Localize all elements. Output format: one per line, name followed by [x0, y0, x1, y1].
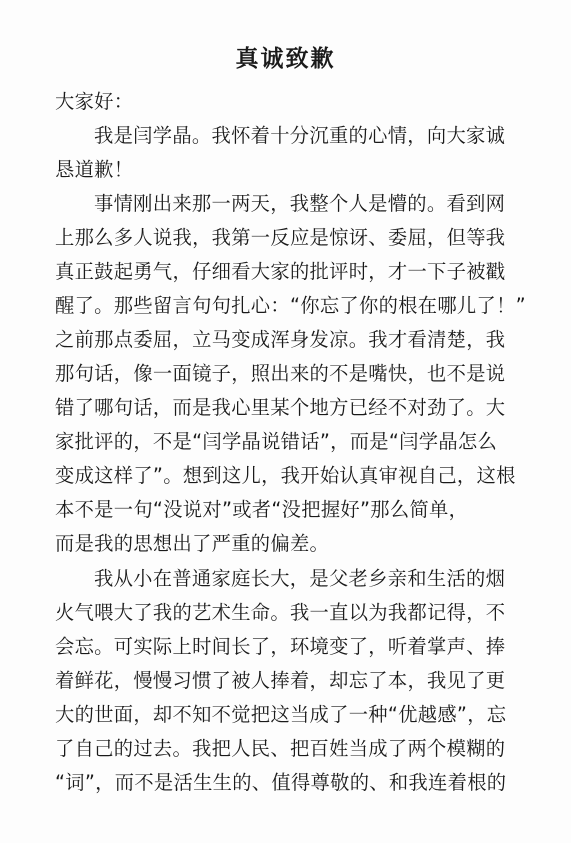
text-line: 我从小在普通家庭长大，是父老乡亲和生活的烟 [94, 567, 506, 590]
text-line: 了自己的过去。我把人民、把百姓当成了两个模糊的 [55, 737, 506, 760]
text-line: 之前那点委屈，立马变成浑身发凉。我才看清楚，我 [55, 328, 506, 351]
text-line: 恳道歉！ [55, 158, 134, 181]
text-line: 错了哪句话，而是我心里某个地方已经不对劲了。大 [55, 396, 506, 419]
text-line: 火气喂大了我的艺术生命。我一直以为我都记得，不 [55, 601, 506, 624]
text-line: 醒了。那些留言句句扎心：“你忘了你的根在哪儿了！” [55, 294, 526, 317]
document-title: 真诚致歉 [235, 46, 336, 72]
text-line: 着鲜花，慢慢习惯了被人捧着，却忘了本，我见了更 [55, 669, 506, 692]
text-line: 变成这样了”。想到这儿，我开始认真审视自己，这根 [55, 464, 516, 487]
text-line: 那句话，像一面镜子，照出来的不是嘴快，也不是说 [55, 362, 506, 385]
text-line: 事情刚出来那一两天，我整个人是懵的。看到网 [94, 192, 506, 215]
text-line: 我是闫学晶。我怀着十分沉重的心情，向大家诚 [94, 124, 506, 147]
text-line: 上那么多人说我，我第一反应是惊讶、委屈，但等我 [55, 226, 506, 249]
text-line: “词”，而不是活生生的、值得尊敬的、和我连着根的 [55, 771, 507, 794]
text-line: 会忘。可实际上时间长了，环境变了，听着掌声、捧 [55, 635, 506, 658]
text-line: 本不是一句“没说对”或者“没把握好”那么简单， [55, 498, 469, 521]
greeting-line: 大家好： [55, 90, 134, 113]
text-line: 而是我的思想出了严重的偏差。 [55, 532, 330, 555]
text-line: 家批评的，不是“闫学晶说错话”，而是“闫学晶怎么 [55, 430, 498, 453]
text-line: 真正鼓起勇气，仔细看大家的批评时，才一下子被戳 [55, 260, 506, 283]
text-line: 大的世面，却不知不觉把这当成了一种“优越感”，忘 [55, 703, 507, 726]
